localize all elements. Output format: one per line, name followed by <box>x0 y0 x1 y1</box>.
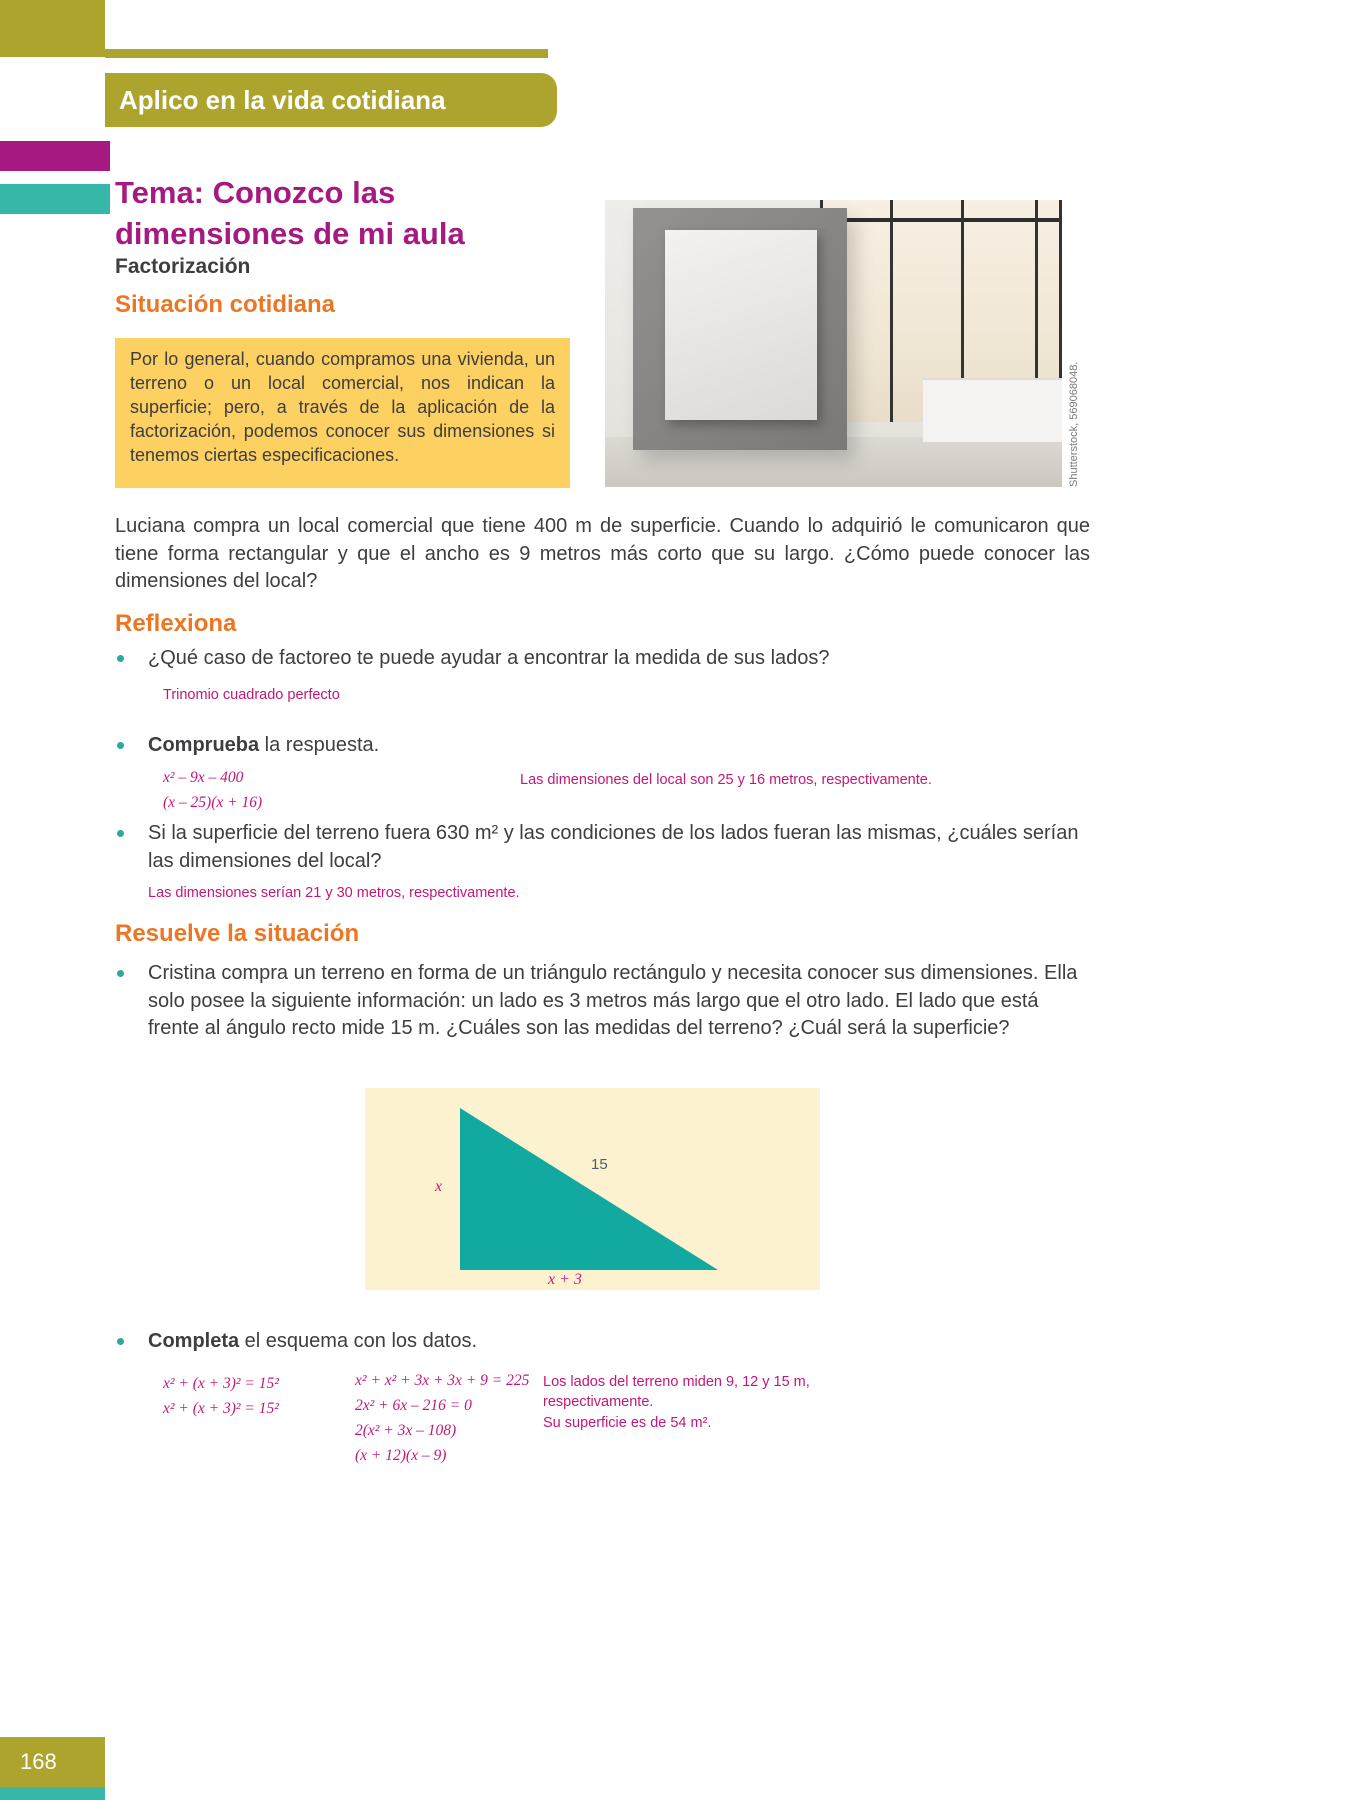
intro-highlight-box: Por lo general, cuando compramos una vivienda, un terreno o un local comercial, nos indican la superficie; pero, a través de la aplicación de la factorización, podemos conocer sus dimensiones si tenemos ciertas especificaciones. <box>115 338 570 488</box>
section-reflexiona: Reflexiona <box>115 610 237 637</box>
work-line-2: (x – 25)(x + 16) <box>163 794 263 811</box>
section-situacion-cotidiana: Situación cotidiana <box>115 291 336 318</box>
final-answer <box>543 1372 923 1433</box>
work-line-1: x² – 9x – 400 <box>163 769 244 786</box>
problem-paragraph: Luciana compra un local comercial que tiene 400 m de superficie. Cuando lo adquirió le comunicaron que tiene forma rectangular y que el ancho es 9 metros más corto que su largo. ¿Cómo puede conocer las dimensiones del local? <box>115 515 1090 593</box>
topic-title-line1: Tema: Conozco las <box>115 175 396 210</box>
header-band: Aplico en la vida cotidiana <box>105 73 557 127</box>
triangle-label-bottom-side: x + 3 <box>548 1271 582 1288</box>
photo-glass-mullion <box>890 200 893 422</box>
final-answer-line1: Los lados del terreno miden 9, 12 y 15 m, respectivamente. <box>543 1374 810 1411</box>
side-tab-magenta <box>0 141 110 171</box>
bullet-question-4 <box>117 960 1092 1043</box>
photo-whiteboard <box>665 230 817 420</box>
question-keyword: Completa <box>148 1330 240 1352</box>
question-rest: la respuesta. <box>259 734 380 756</box>
question-text <box>148 1328 477 1356</box>
bullet-question-3 <box>117 820 1092 875</box>
topic-title-line2: dimensiones de mi aula <box>115 216 465 251</box>
side-tab-teal <box>0 184 110 214</box>
bullet-question-5 <box>117 1328 1092 1356</box>
scheme-eq: x² + (x + 3)² = 15² <box>163 1400 279 1417</box>
bullet-dot <box>117 970 124 977</box>
triangle-figure <box>365 1088 820 1290</box>
scheme-eq: (x + 12)(x – 9) <box>355 1447 447 1464</box>
scheme-column-1 <box>163 1371 279 1421</box>
section-resuelve: Resuelve la situación <box>115 920 360 947</box>
triangle-label-hypotenuse: 15 <box>591 1156 608 1173</box>
bullet-question-2 <box>117 732 1092 760</box>
bullet-dot <box>117 830 124 837</box>
subtitle-factorizacion: Factorización <box>115 255 251 278</box>
photo-gray-wall <box>633 208 847 450</box>
photo-glass-beam <box>820 218 1062 222</box>
scheme-eq: x² + x² + 3x + 3x + 9 = 225 <box>355 1372 530 1389</box>
question-text: Si la superficie del terreno fuera 630 m² y las condiciones de los lados fueran las mismas, ¿cuáles serían las dimensiones del local? <box>148 822 1079 872</box>
header-thin-strip <box>105 49 548 58</box>
question-text <box>148 732 379 760</box>
student-answer-3: Las dimensiones serían 21 y 30 metros, respectivamente. <box>148 885 520 901</box>
photo-cabinet <box>923 378 1062 442</box>
scheme-eq: x² + (x + 3)² = 15² <box>163 1375 279 1392</box>
photo-credit: Shutterstock, 569068048. <box>1068 361 1080 487</box>
student-answer-2: Las dimensiones del local son 25 y 16 metros, respectivamente. <box>520 772 932 788</box>
bullet-question-1 <box>117 645 1092 673</box>
bullet-dot <box>117 1338 124 1345</box>
scheme-eq: 2(x² + 3x – 108) <box>355 1422 457 1439</box>
footer-teal-strip <box>0 1787 105 1800</box>
question-text: ¿Qué caso de factoreo te puede ayudar a encontrar la medida de sus lados? <box>148 647 830 669</box>
scheme-eq: 2x² + 6x – 216 = 0 <box>355 1397 472 1414</box>
scheme-column-2 <box>355 1368 529 1468</box>
topic-title <box>115 172 595 254</box>
triangle-label-left-side: x <box>435 1178 443 1195</box>
page-number: 168 <box>0 1737 105 1787</box>
bullet-dot <box>117 742 124 749</box>
question-text: Cristina compra un terreno en forma de un triángulo rectángulo y necesita conocer sus dimensiones. Ella solo posee la siguiente información: un lado es 3 metros más largo que el otro lado. El lado que está frente al ángulo recto mide 15 m. ¿Cuáles son las medidas del terreno? ¿Cuál será la superficie? <box>148 962 1078 1040</box>
question-rest: el esquema con los datos. <box>239 1330 478 1352</box>
bullet-dot <box>117 655 124 662</box>
question-keyword: Comprueba <box>148 734 260 756</box>
work-equations <box>163 765 262 815</box>
final-answer-line2: Su superficie es de 54 m². <box>543 1414 712 1431</box>
student-answer-1: Trinomio cuadrado perfecto <box>163 687 340 703</box>
classroom-photo <box>605 200 1062 487</box>
right-triangle-shape <box>365 1088 820 1290</box>
header-corner-block <box>0 0 105 57</box>
